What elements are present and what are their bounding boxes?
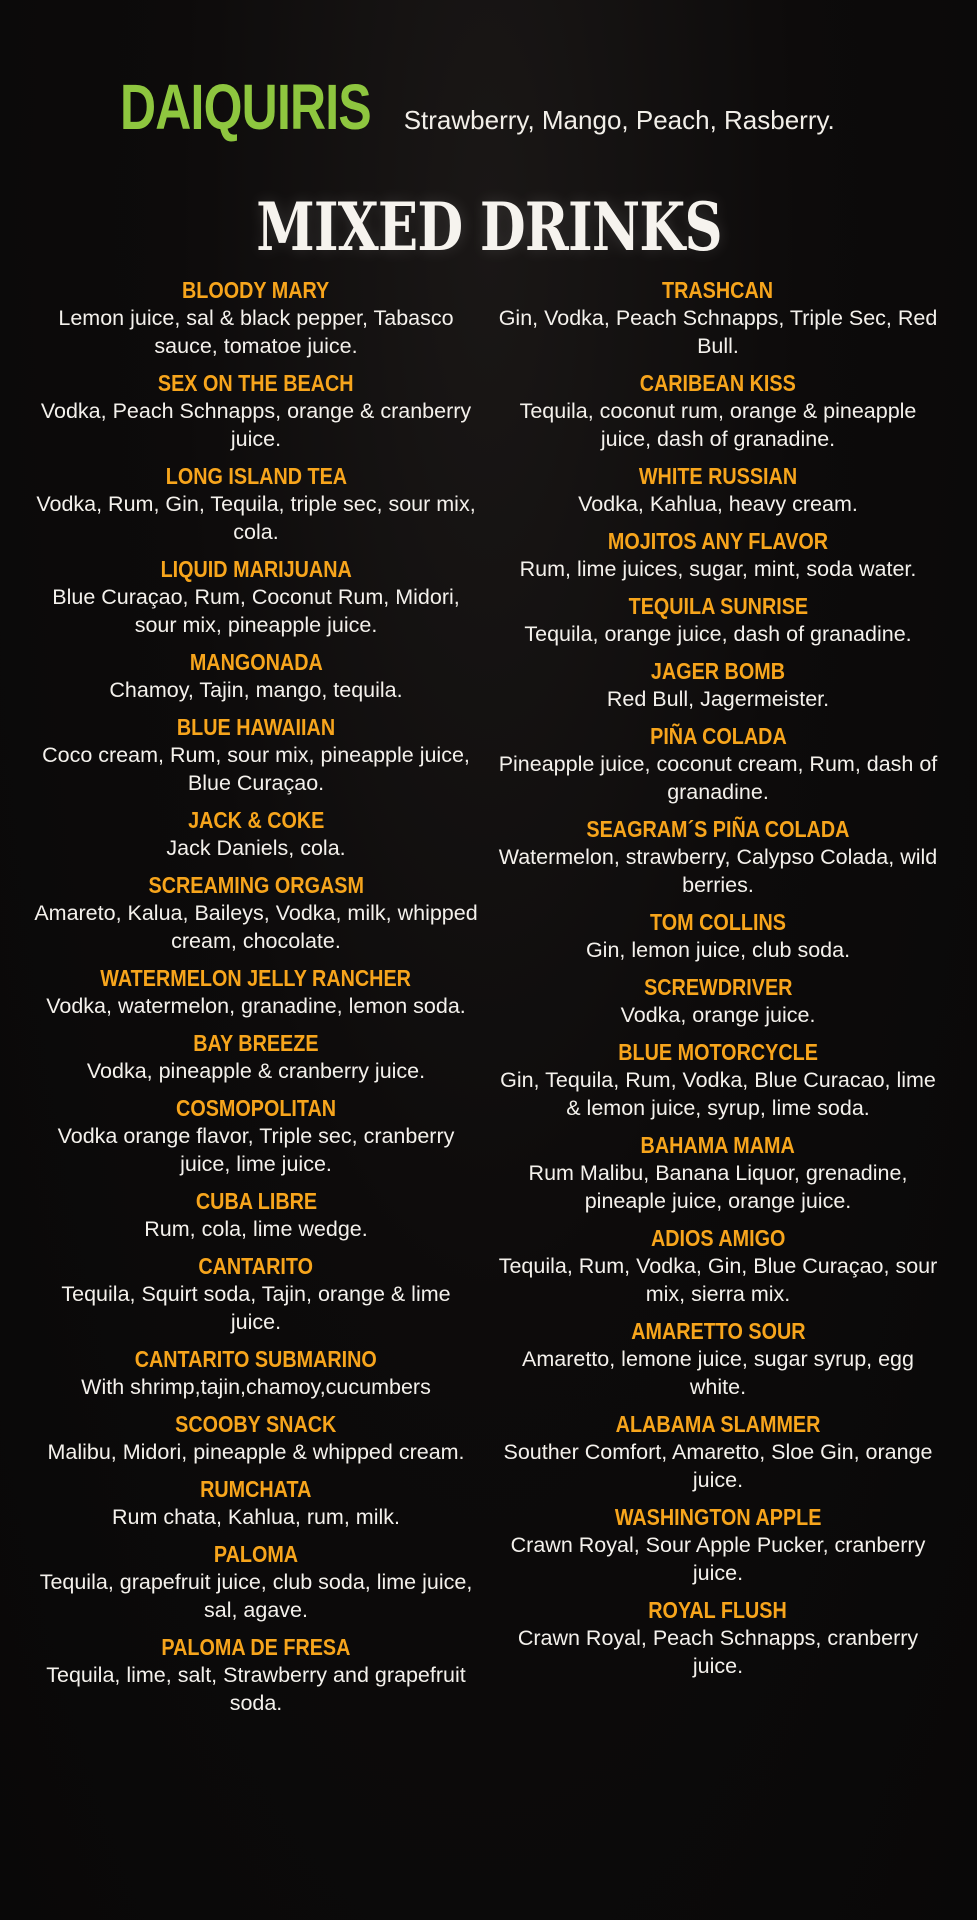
mixed-drinks-title-text: MIXED DRINKS [255, 188, 722, 266]
drink-description: Tequila, Squirt soda, Tajin, orange & lime juice. [61, 1282, 451, 1334]
drink-name [26, 555, 486, 583]
drink-item [26, 1475, 486, 1531]
drink-name-text: MOJITOS ANY FLAVOR [607, 528, 829, 554]
drink-name [26, 1094, 486, 1122]
drink-item [26, 1187, 486, 1243]
drink-name-text: LIQUID MARIJUANA [160, 556, 352, 582]
drink-description: Rum, cola, lime wedge. [144, 1217, 368, 1241]
drink-name-text: MANGONADA [189, 649, 323, 675]
drink-item [26, 871, 486, 955]
drink-item [488, 1410, 948, 1494]
drink-item [488, 815, 948, 899]
drink-name [488, 276, 948, 304]
drink-item [26, 276, 486, 360]
drink-item [26, 1029, 486, 1085]
drink-name [26, 276, 486, 304]
daiquiris-flavors: Strawberry, Mango, Peach, Rasberry. [403, 105, 835, 135]
drink-description: Tequila, lime, salt, Strawberry and grapefruit soda. [46, 1663, 466, 1715]
drink-name-text: TOM COLLINS [650, 909, 786, 935]
drink-name-text: BLUE HAWAIIAN [176, 714, 336, 740]
drink-item [488, 1224, 948, 1308]
drink-name [26, 369, 486, 397]
drink-description: Watermelon, strawberry, Calypso Colada, wild berries. [498, 845, 938, 897]
drink-name-text: SCREWDRIVER [643, 974, 793, 1000]
drink-name [26, 1187, 486, 1215]
drink-name-text: TEQUILA SUNRISE [628, 593, 808, 619]
drink-item [488, 1317, 948, 1401]
drink-item [26, 1633, 486, 1717]
drink-description: Vodka, orange juice. [620, 1003, 816, 1027]
drink-name [488, 527, 948, 555]
drink-item [26, 1094, 486, 1178]
drink-description: Tequila, grapefruit juice, club soda, lime juice, sal, agave. [39, 1570, 473, 1622]
drink-item [488, 527, 948, 583]
drink-name [488, 1224, 948, 1252]
drink-description: Coco cream, Rum, sour mix, pineapple juice, Blue Curaçao. [42, 743, 470, 795]
drink-name-text: BLUE MOTORCYCLE [618, 1039, 818, 1065]
drink-item [488, 369, 948, 453]
drink-item [488, 1131, 948, 1215]
drink-name [26, 1345, 486, 1373]
drink-description: Tequila, Rum, Vodka, Gin, Blue Curaçao, sour mix, sierra mix. [498, 1254, 938, 1306]
drink-description: Vodka, watermelon, granadine, lemon soda. [46, 994, 466, 1018]
drink-description: Tequila, orange juice, dash of granadine. [524, 622, 912, 646]
drink-item [26, 1410, 486, 1466]
drink-description: Rum Malibu, Banana Liquor, grenadine, pineaple juice, orange juice. [528, 1161, 908, 1213]
drink-name [488, 592, 948, 620]
drink-name-text: WASHINGTON APPLE [614, 1504, 822, 1530]
daiquiris-title: DAIQUIRIS [120, 71, 371, 143]
drinks-column-left [26, 276, 486, 1726]
drink-name-text: SCOOBY SNACK [175, 1411, 337, 1437]
drink-description: Red Bull, Jagermeister. [606, 687, 830, 711]
drink-name-text: BAY BREEZE [193, 1030, 319, 1056]
drink-name [488, 908, 948, 936]
drink-name [26, 871, 486, 899]
drink-name-text: SEAGRAM´S PIÑA COLADA [586, 816, 850, 842]
drink-name-text: CARIBEAN KISS [639, 370, 797, 396]
drink-name-text: JACK & COKE [187, 807, 325, 833]
drink-name-text: BLOODY MARY [182, 277, 330, 303]
drink-name-text: LONG ISLAND TEA [165, 463, 347, 489]
drink-name [488, 1131, 948, 1159]
drink-description: Rum, lime juices, sugar, mint, soda water. [519, 557, 917, 581]
drink-name [26, 1475, 486, 1503]
drink-description: Tequila, coconut rum, orange & pineapple juice, dash of granadine. [519, 399, 917, 451]
drink-name [488, 462, 948, 490]
drink-description: Vodka, pineapple & cranberry juice. [86, 1059, 426, 1083]
drink-name [488, 1410, 948, 1438]
drink-name [488, 657, 948, 685]
drink-description: Gin, Tequila, Rum, Vodka, Blue Curacao, lime & lemon juice, syrup, lime soda. [500, 1068, 936, 1120]
drink-name [488, 973, 948, 1001]
drink-name-text: ALABAMA SLAMMER [615, 1411, 821, 1437]
drink-name [26, 1540, 486, 1568]
drink-name-text: WATERMELON JELLY RANCHER [100, 965, 412, 991]
drink-name [26, 648, 486, 676]
drink-item [488, 462, 948, 518]
drink-name [26, 1029, 486, 1057]
drink-name [488, 1038, 948, 1066]
drink-description: Jack Daniels, cola. [166, 836, 346, 860]
drink-name-text: PALOMA [213, 1541, 299, 1567]
drink-name [488, 369, 948, 397]
drink-name-text: SCREAMING ORGASM [148, 872, 364, 898]
drink-item [26, 555, 486, 639]
drink-name [26, 1633, 486, 1661]
drink-name-text: PALOMA DE FRESA [161, 1634, 351, 1660]
drink-description: Vodka orange flavor, Triple sec, cranberry juice, lime juice. [57, 1124, 455, 1176]
drink-name-text: PIÑA COLADA [649, 723, 787, 749]
drink-description: Malibu, Midori, pineapple & whipped cream. [47, 1440, 465, 1464]
drink-item [488, 276, 948, 360]
drink-name-text: JAGER BOMB [650, 658, 786, 684]
daiquiris-section [120, 70, 835, 144]
drink-item [488, 657, 948, 713]
drink-name-text: COSMOPOLITAN [175, 1095, 337, 1121]
drink-name-text: BAHAMA MAMA [640, 1132, 796, 1158]
drink-name [26, 964, 486, 992]
drink-name [26, 1410, 486, 1438]
drink-item [488, 592, 948, 648]
drink-description: Crawn Royal, Peach Schnapps, cranberry juice. [517, 1626, 919, 1678]
drink-description: With shrimp,tajin,chamoy,cucumbers [81, 1375, 431, 1399]
drink-name [488, 1503, 948, 1531]
drink-description: Lemon juice, sal & black pepper, Tabasco sauce, tomatoe juice. [58, 306, 454, 358]
drink-description: Vodka, Kahlua, heavy cream. [578, 492, 858, 516]
drink-name-text: TRASHCAN [662, 277, 774, 303]
drink-item [26, 1540, 486, 1624]
drink-name [26, 1252, 486, 1280]
drinks-column-right [488, 276, 948, 1689]
drink-name [26, 462, 486, 490]
drink-name-text: CANTARITO SUBMARINO [134, 1346, 378, 1372]
drink-item [488, 1503, 948, 1587]
drink-description: Blue Curaçao, Rum, Coconut Rum, Midori, sour mix, pineapple juice. [52, 585, 460, 637]
drink-name-text: ROYAL FLUSH [648, 1597, 788, 1623]
drink-item [488, 1038, 948, 1122]
drink-name [26, 806, 486, 834]
drink-description: Rum chata, Kahlua, rum, milk. [112, 1505, 400, 1529]
drink-item [488, 1596, 948, 1680]
drink-name [488, 1317, 948, 1345]
drink-name-text: CANTARITO [198, 1253, 314, 1279]
drink-item [26, 462, 486, 546]
drink-name-text: WHITE RUSSIAN [638, 463, 798, 489]
drink-description: Crawn Royal, Sour Apple Pucker, cranberry juice. [510, 1533, 926, 1585]
drink-description: Amareto, Kalua, Baileys, Vodka, milk, whipped cream, chocolate. [34, 901, 478, 953]
drink-name [488, 815, 948, 843]
drink-description: Pineapple juice, coconut cream, Rum, dash of granadine. [498, 752, 938, 804]
drink-item [26, 964, 486, 1020]
drink-description: Chamoy, Tajin, mango, tequila. [109, 678, 403, 702]
drink-item [488, 973, 948, 1029]
drink-item [26, 648, 486, 704]
drink-item [488, 908, 948, 964]
drink-description: Souther Comfort, Amaretto, Sloe Gin, orange juice. [503, 1440, 933, 1492]
drink-description: Gin, lemon juice, club soda. [585, 938, 851, 962]
drink-item [26, 369, 486, 453]
drink-name-text: ADIOS AMIGO [650, 1225, 786, 1251]
drink-description: Amaretto, lemone juice, sugar syrup, egg white. [522, 1347, 914, 1399]
drink-item [26, 1252, 486, 1336]
drink-description: Vodka, Peach Schnapps, orange & cranberry juice. [40, 399, 472, 451]
drink-name-text: SEX ON THE BEACH [158, 370, 354, 396]
drink-name [488, 722, 948, 750]
drink-name [26, 713, 486, 741]
drink-name [488, 1596, 948, 1624]
drink-item [26, 806, 486, 862]
drink-item [26, 1345, 486, 1401]
drink-description: Gin, Vodka, Peach Schnapps, Triple Sec, Red Bull. [498, 306, 938, 358]
drink-description: Vodka, Rum, Gin, Tequila, triple sec, sour mix, cola. [36, 492, 476, 544]
drink-name-text: RUMCHATA [200, 1476, 312, 1502]
drink-item [488, 722, 948, 806]
drink-name-text: CUBA LIBRE [195, 1188, 317, 1214]
mixed-drinks-title [0, 188, 977, 266]
drink-item [26, 713, 486, 797]
drink-name-text: AMARETTO SOUR [630, 1318, 806, 1344]
